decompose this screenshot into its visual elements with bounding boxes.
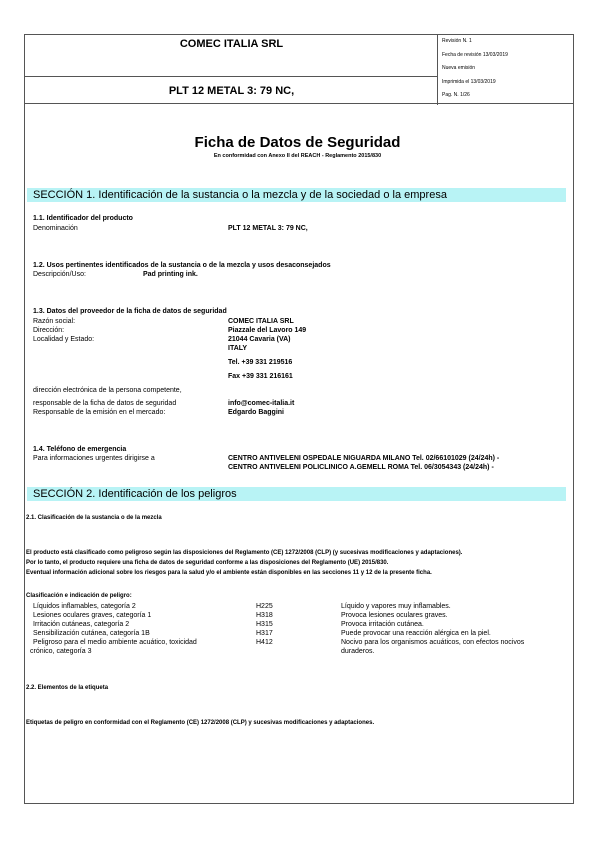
subsection-1-4-title: 1.4. Teléfono de emergencia [33, 446, 127, 453]
subsection-2-2-title: 2.2. Elementos de la etiqueta [26, 685, 109, 691]
subsection-2-1-title: 2.1. Clasificación de la sustancia o de la mezcla [26, 515, 162, 521]
page-number: Pag. N. 1/26 [442, 92, 470, 98]
hazard-description: Provoca irritación cutánea. [341, 621, 424, 628]
section-2-paragraph-3: Eventual información adicional sobre los riesgos para la salud y/o el ambiente están disponibles en las secciones 11 y 12 de la presente ficha. [26, 570, 432, 576]
emergency-line-1: CENTRO ANTIVELENI OSPEDALE NIGUARDA MILANO Tel. 02/66101029 (24/24h) - [228, 455, 500, 462]
fax: Fax +39 331 216161 [228, 373, 293, 380]
hazard-category: Líquidos inflamables, categoría 2 [33, 603, 136, 610]
urgentes-label: Para informaciones urgentes dirigirse a [33, 455, 155, 462]
hazard-code: H318 [256, 612, 273, 619]
localidad-label: Localidad y Estado: [33, 336, 95, 343]
email-value[interactable]: info@comec-italia.it [228, 400, 295, 407]
hazard-description: Puede provocar una reacción alérgica en la piel. [341, 630, 491, 637]
hazard-description: Líquido y vapores muy inflamables. [341, 603, 451, 610]
localidad-value: 21044 Cavaria (VA) [228, 336, 291, 343]
revision-number: Revisión N. 1 [442, 38, 472, 44]
denominacion-value: PLT 12 METAL 3: 79 NC, [228, 225, 308, 232]
revision-date: Fecha de revisión 13/03/2019 [442, 51, 508, 58]
section-2-heading: SECCIÓN 2. Identificación de los peligros [27, 487, 566, 501]
hazard-code: H317 [256, 630, 273, 637]
hazard-category: Sensibilización cutánea, categoría 1B [33, 630, 150, 637]
razon-social-value: COMEC ITALIA SRL [228, 318, 294, 325]
email-label-line-2: responsable de la ficha de datos de seguridad [33, 400, 177, 407]
uso-value: Pad printing ink. [143, 271, 198, 278]
uso-label: Descripción/Uso: [33, 271, 86, 278]
section-1-heading: SECCIÓN 1. Identificación de la sustancia o la mezcla y de la sociedad o la empresa [27, 188, 566, 202]
denominacion-label: Denominación [33, 225, 78, 232]
subsection-1-1-title: 1.1. Identificador del producto [33, 215, 133, 222]
header-revision-info [442, 35, 572, 103]
document-header [24, 34, 574, 104]
emergency-line-2: CENTRO ANTIVELENI POLICLINICO A.GEMELL ROMA Tel. 06/3054343 (24/24h) - [228, 464, 494, 471]
hazard-description: Nocivo para los organismos acuáticos, con efectos nocivos [341, 639, 525, 646]
subsection-1-3-title: 1.3. Datos del proveedor de la ficha de datos de seguridad [33, 308, 227, 315]
header-company-cell [25, 35, 438, 77]
hazard-code: H412 [256, 639, 273, 646]
section-2-paragraph-1: El producto está clasificado como peligroso según las disposiciones del Reglamento (CE) 1272/2008 (CLP) (y sucesivas modificaciones y adaptaciones). [26, 550, 463, 556]
document-title: Ficha de Datos de Seguridad [194, 134, 401, 151]
hazard-category-continued: crónico, categoría 3 [30, 648, 92, 655]
email-label-line-1: dirección electrónica de la persona competente, [33, 387, 182, 394]
product-name: PLT 12 METAL 3: 79 NC, [168, 85, 295, 97]
hazard-category: Peligroso para el medio ambiente acuático, toxicidad [33, 639, 197, 646]
clasificacion-title: Clasificación e indicación de peligro: [26, 593, 132, 599]
etiquetas-text: Etiquetas de peligro en conformidad con el Reglamento (CE) 1272/2008 (CLP) y sucesivas modificaciones y adaptaciones. [26, 720, 375, 726]
telephone: Tel. +39 331 219516 [228, 359, 293, 366]
responsable-label: Responsable de la emisión en el mercado: [33, 409, 166, 416]
hazard-code: H225 [256, 603, 273, 610]
direccion-label: Dirección: [33, 327, 65, 334]
hazard-category: Lesiones oculares graves, categoría 1 [33, 612, 152, 619]
direccion-value: Piazzale del Lavoro 149 [228, 327, 307, 334]
company-name: COMEC ITALIA SRL [179, 38, 284, 50]
document-subtitle: En conformidad con Anexo II del REACH - Reglamento 2015/830 [213, 153, 382, 159]
hazard-description-continued: duraderos. [341, 648, 375, 655]
hazard-category: Irritación cutáneas, categoría 2 [33, 621, 130, 628]
hazard-code: H315 [256, 621, 273, 628]
section-2-paragraph-2: Por lo tanto, el producto requiere una ficha de datos de seguridad conforme a las disposiciones del Reglamento (UE) 2015/830. [26, 560, 389, 566]
razon-social-label: Razón social: [33, 318, 76, 325]
new-issue: Nueva emisión [442, 65, 476, 71]
subsection-1-2-title: 1.2. Usos pertinentes identificados de la sustancia o de la mezcla y usos desaconsejados [33, 262, 331, 269]
printed-date: Imprimida el 13/03/2019 [442, 78, 496, 85]
hazard-description: Provoca lesiones oculares graves. [341, 612, 448, 619]
country-value: ITALY [228, 345, 248, 352]
header-product-cell [25, 77, 438, 105]
responsable-value: Edgardo Baggini [228, 409, 284, 416]
